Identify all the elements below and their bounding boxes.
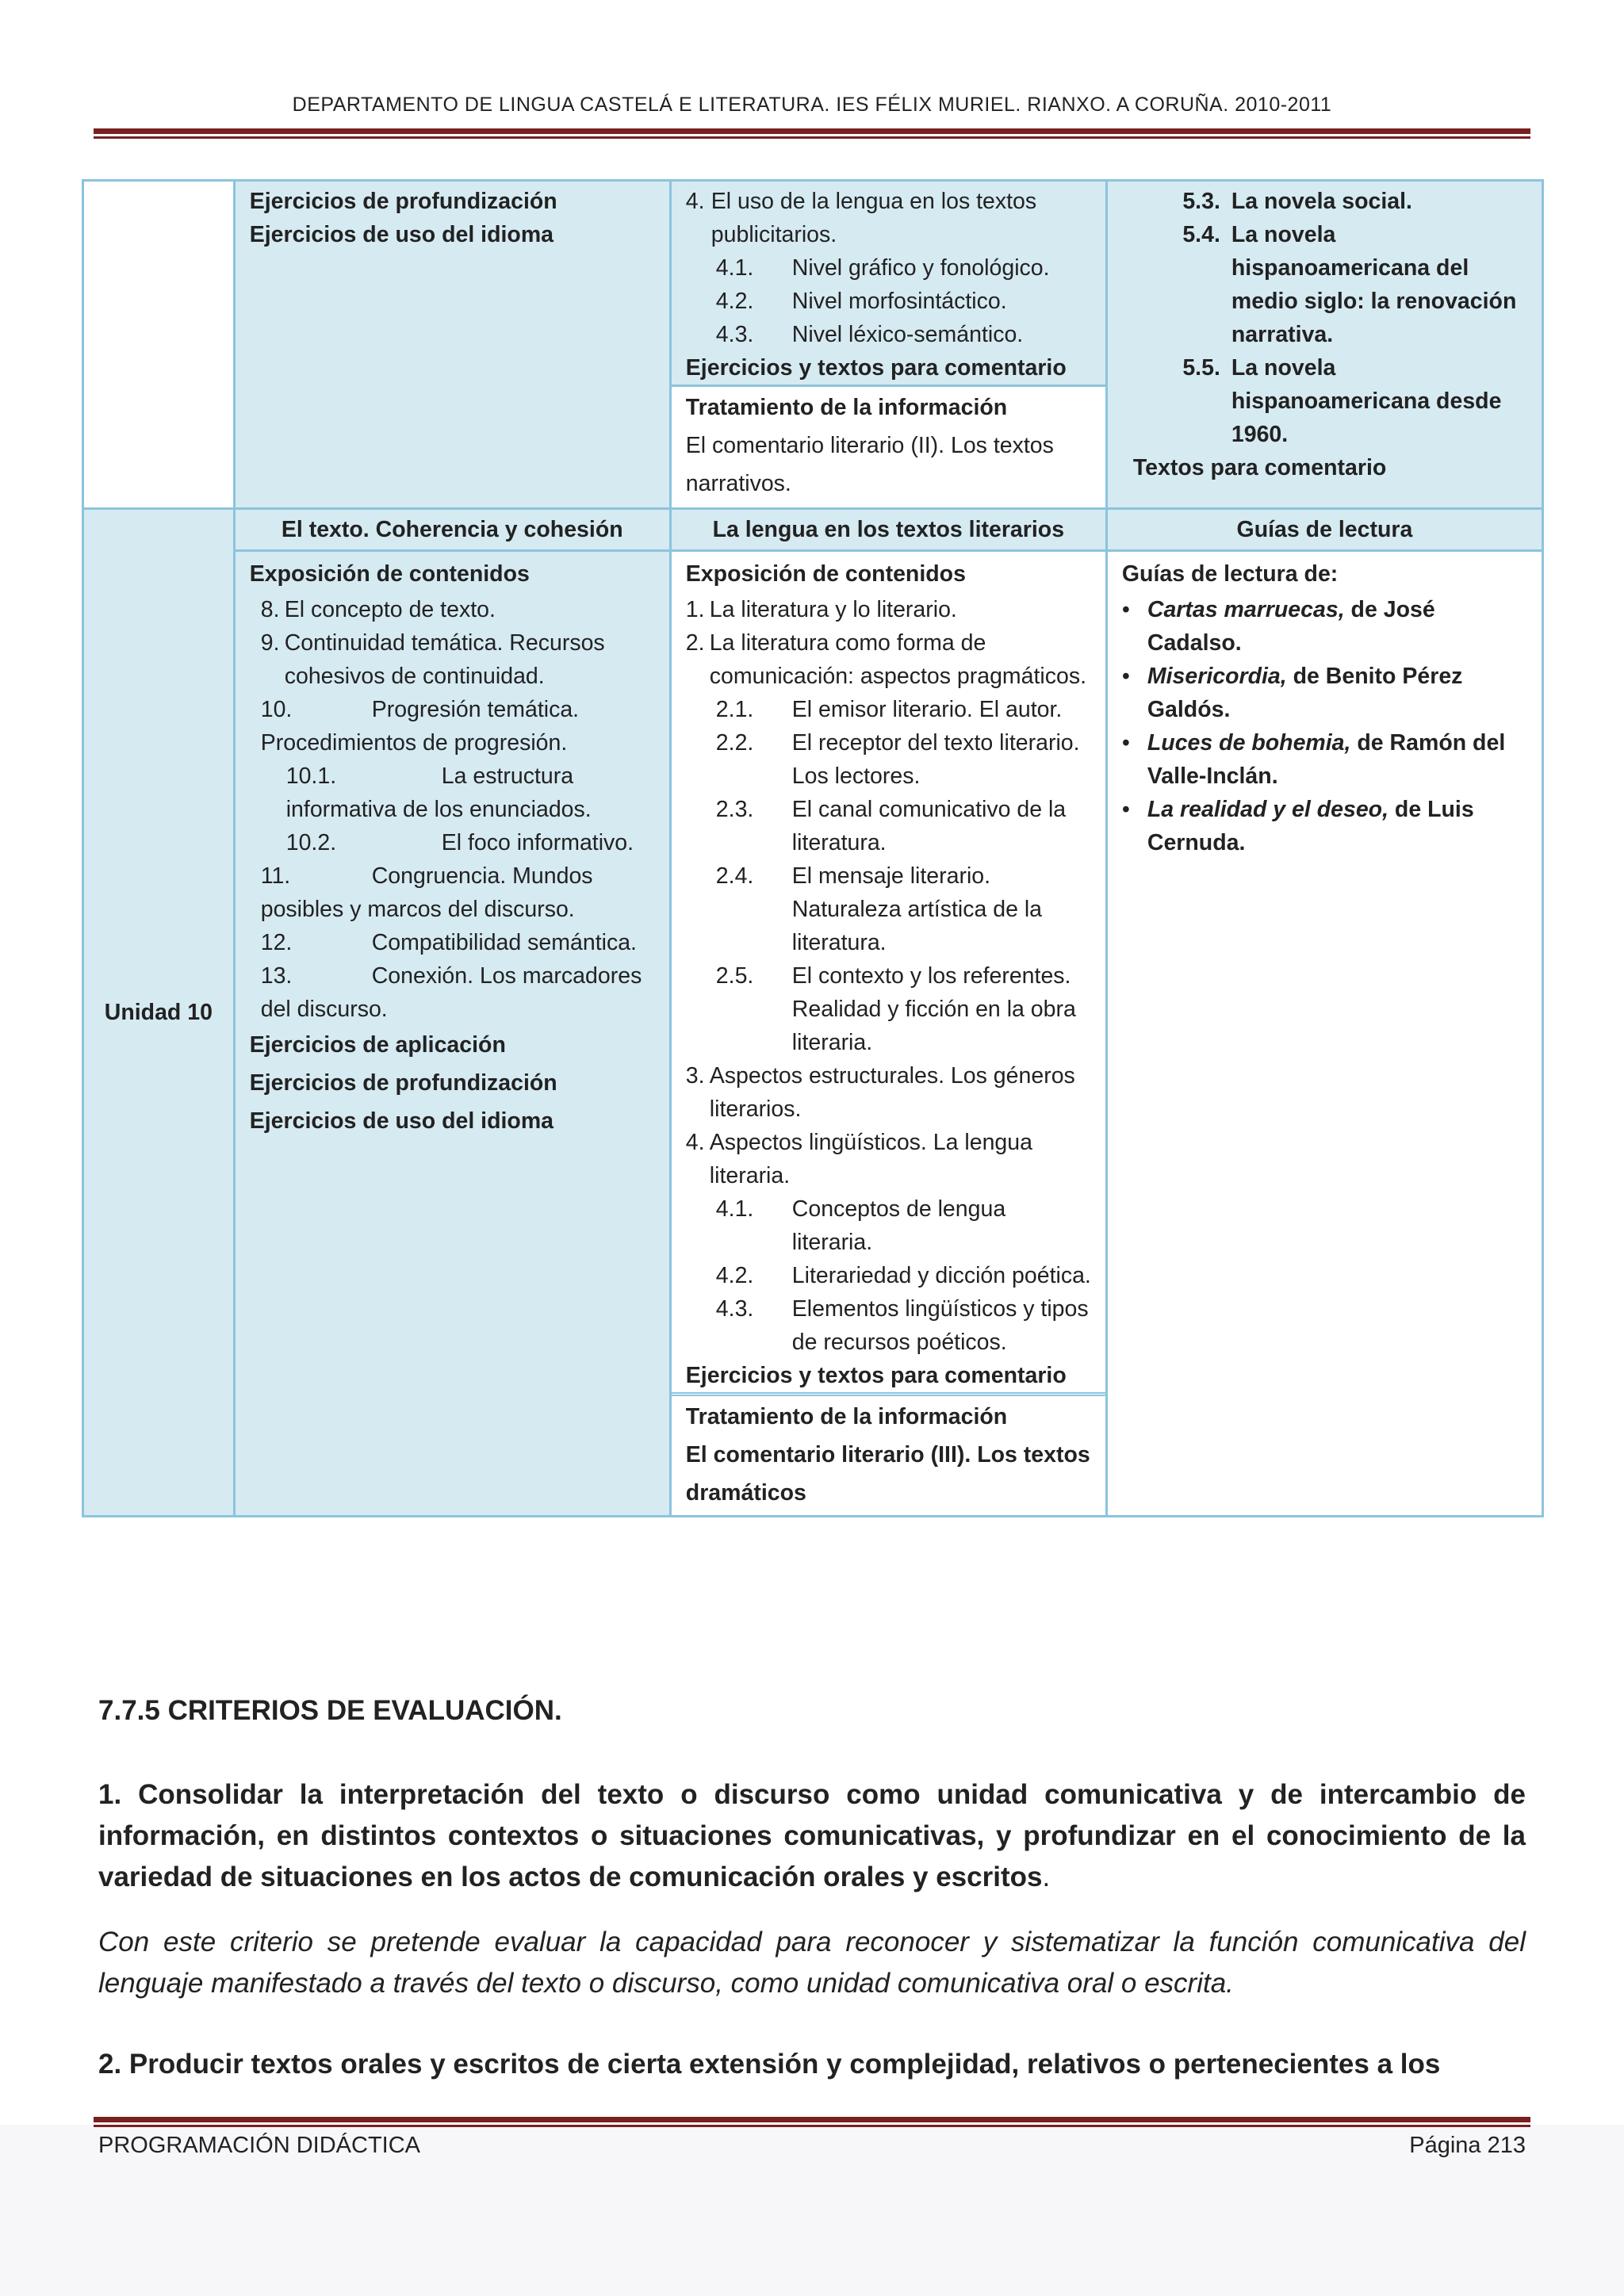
treatment-title: Tratamiento de la información (685, 1404, 1008, 1429)
list-item: 10. Progresión temática. Procedimientos de progresión. (260, 697, 580, 756)
criterion-1-description: Con este criterio se pretende evaluar la capacidad para reconocer y sistematizar la función comunicativa del lenguaje manifestado a través del texto o discurso, como unidad comunicativa oral o escrita. (98, 1927, 1526, 1999)
exercises-deepening: Ejercicios de profundización (249, 189, 557, 214)
treatment-text: El comentario literario (II). Los textos narrativos. (685, 433, 1054, 496)
bullet-icon: • (1121, 597, 1130, 622)
list-item: • Cartas marruecas, de José Cadalso. (1122, 593, 1527, 660)
program-table (82, 179, 1544, 1517)
treatment-block (672, 1392, 1105, 1515)
list-item: 4.3. Elementos lingüísticos y tipos de recursos poéticos. (715, 1296, 1089, 1355)
treatment-text: El comentario literario (III). Los textos dramáticos (685, 1442, 1090, 1506)
col2-continuation (234, 181, 670, 509)
list-item: 2.2. El receptor del texto literario. Los lectores. (715, 730, 1080, 789)
criterion-1: 1. Consolidar la interpretación del texto o discurso como unidad comunicativa y de intercambio de información, en distintos contextos o situaciones comunicativas, y profundizar en el conocimiento de la variedad de situaciones en los actos de comunicación orales y escritos. (98, 1779, 1526, 1892)
list-item: 11. Congruencia. Mundos posibles y marcos del discurso. (260, 863, 593, 922)
bullet-icon: • (1121, 797, 1130, 822)
col3-continuation (670, 181, 1106, 509)
list-item: • Luces de bohemia, de Ramón del Valle-Inclán. (1122, 726, 1527, 793)
list-item: 4.1. Conceptos de lengua literaria. (715, 1196, 1006, 1255)
unit-label: Unidad 10 (83, 509, 235, 1517)
subhead-text-coherence: El texto. Coherencia y cohesión (234, 509, 670, 551)
page-number: Página 213 (1409, 2133, 1526, 2158)
exercises-texts-commentary: Ejercicios y textos para comentario (685, 355, 1067, 381)
contents-title: Exposición de contenidos (685, 561, 966, 587)
page-header: DEPARTAMENTO DE LINGUA CASTELÁ E LITERATURA. IES FÉLIX MURIEL. RIANXO. A CORUÑA. 2010-2011 (292, 94, 1332, 116)
list-item: 10.2. El foco informativo. (285, 830, 634, 855)
list-item: 12. Compatibilidad semántica. (260, 930, 637, 955)
list-item: 4. Aspectos lingüísticos. La lengua literaria. (685, 1130, 1032, 1188)
bullet-icon: • (1121, 664, 1130, 689)
col4-unit10 (1106, 551, 1542, 1517)
list-item: 4.2. Literariedad y dicción poética. (715, 1263, 1091, 1288)
treatment-block (672, 385, 1105, 507)
bullet-icon: • (1121, 730, 1130, 756)
table-row-continuation (83, 181, 1543, 509)
exercises-application: Ejercicios de aplicación (249, 1032, 506, 1058)
list-item: 5.4. La novela hispanoamericana del medio siglo: la renovación narrativa. (1182, 222, 1517, 347)
col2-unit10 (234, 551, 670, 1517)
exercises-language-use: Ejercicios de uso del idioma (249, 222, 554, 247)
col4-continuation (1106, 181, 1542, 509)
list-item: 4.1. Nivel gráfico y fonológico. (715, 255, 1050, 281)
col3-unit10 (670, 551, 1106, 1517)
list-item: 2.1. El emisor literario. El autor. (715, 697, 1063, 722)
list-item: 2.5. El contexto y los referentes. Realidad y ficción en la obra literaria. (715, 963, 1076, 1055)
exercises-deepening: Ejercicios de profundización (249, 1070, 557, 1096)
header-rule (94, 128, 1530, 139)
exercises-texts-commentary: Ejercicios y textos para comentario (685, 1363, 1067, 1388)
footer-title: PROGRAMACIÓN DIDÁCTICA (98, 2133, 421, 2158)
list-item: 1. La literatura y lo literario. (685, 597, 957, 622)
list-item: 2. La literatura como forma de comunicación: aspectos pragmáticos. (685, 630, 1087, 689)
list-item: 5.3. La novela social. (1182, 189, 1412, 214)
unit-cell-empty (83, 181, 235, 509)
list-item: 8. El concepto de texto. (260, 597, 496, 622)
table-row-unit10 (83, 551, 1543, 1517)
list-item: 2.4. El mensaje literario. Naturaleza artística de la literatura. (715, 863, 1043, 955)
contents-title: Exposición de contenidos (249, 561, 530, 587)
list-item: 2.3. El canal comunicativo de la literatura. (715, 797, 1067, 855)
criterion-2: 2. Producir textos orales y escritos de cierta extensión y complejidad, relativos o pertenecientes a los (98, 2049, 1441, 2080)
list-item: 10.1. La estructura informativa de los enunciados. (285, 763, 592, 822)
list-item: 4. El uso de la lengua en los textos publicitarios. (685, 189, 1037, 247)
texts-commentary: Textos para comentario (1132, 455, 1387, 480)
subhead-reading-guides: Guías de lectura (1106, 509, 1542, 551)
list-item: 4.2. Nivel morfosintáctico. (715, 289, 1007, 314)
list-item: • La realidad y el deseo, de Luis Cernuda. (1122, 793, 1527, 859)
list-item: 4.3. Nivel léxico-semántico. (715, 322, 1024, 347)
list-item: 3. Aspectos estructurales. Los géneros literarios. (685, 1063, 1075, 1122)
table-row-subheads (83, 509, 1543, 551)
reading-guides-title: Guías de lectura de: (1121, 561, 1339, 587)
list-item: 9. Continuidad temática. Recursos cohesivos de continuidad. (260, 630, 605, 689)
treatment-title: Tratamiento de la información (685, 395, 1008, 420)
subhead-literary-language: La lengua en los textos literarios (670, 509, 1106, 551)
list-item: 13. Conexión. Los marcadores del discurso. (260, 963, 642, 1022)
section-title: 7.7.5 CRITERIOS DE EVALUACIÓN. (98, 1695, 562, 1726)
list-item: • Misericordia, de Benito Pérez Galdós. (1122, 660, 1527, 726)
footer-rule (94, 2117, 1530, 2127)
list-item: 5.5. La novela hispanoamericana desde 1960. (1182, 355, 1502, 447)
exercises-language-use: Ejercicios de uso del idioma (249, 1108, 554, 1134)
